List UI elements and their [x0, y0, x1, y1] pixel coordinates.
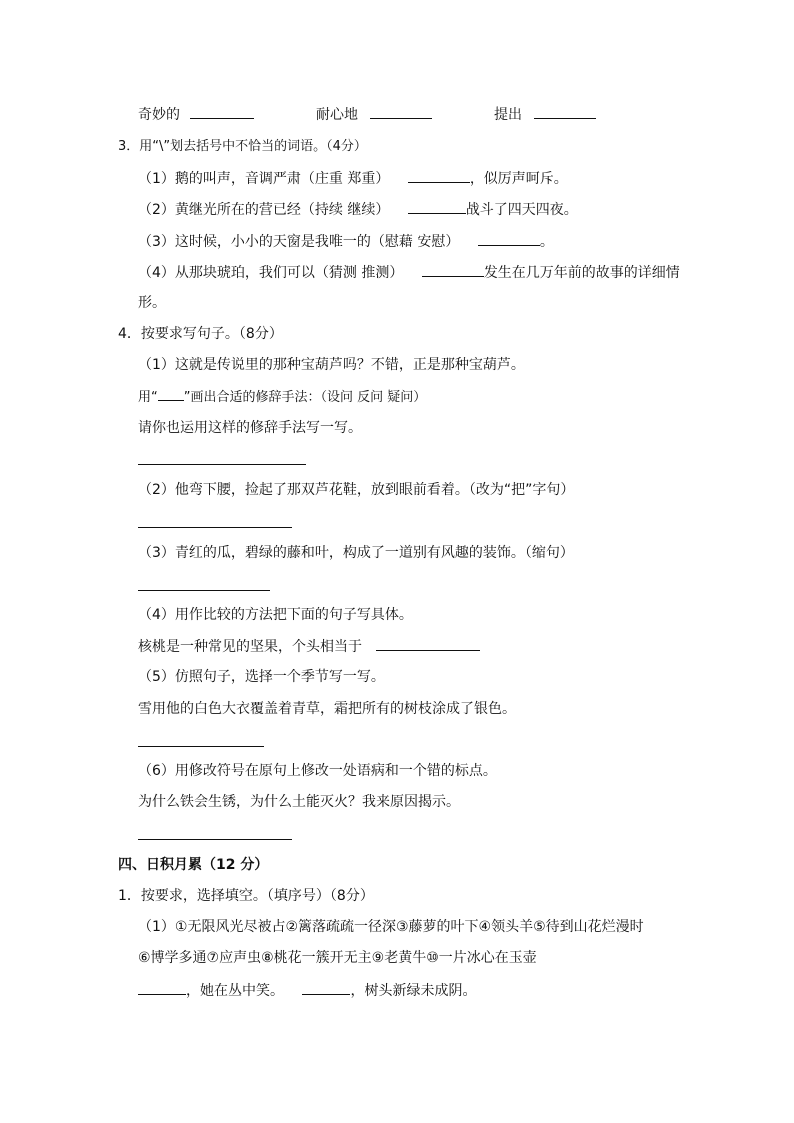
word-row-2 — [316, 104, 432, 125]
word-row-3 — [494, 104, 596, 125]
q4-s2: （2）他弯下腰，捡起了那双芦花鞋，放到眼前看着。（改为“把”字句） — [138, 482, 575, 498]
q4-title: 4．按要求写句子。（8分） — [118, 326, 283, 342]
q3-blank-3[interactable] — [478, 231, 540, 246]
blank-3[interactable] — [534, 104, 596, 119]
fill-blank-b[interactable] — [302, 980, 350, 995]
section-heading: 四、日积月累（12 分） — [118, 857, 269, 873]
q3-title: 3．用“\”划去括号中不恰当的词语。（4分） — [118, 139, 367, 154]
options-line-1: （1）①无限风光尽被占②篱落疏疏一径深③藤萝的叶下④领头羊⑤待到山花烂漫时 — [138, 919, 644, 935]
underline-sample — [158, 386, 184, 401]
q3-item-4-cont: 形。 — [138, 295, 166, 311]
word-2: 耐心地 — [316, 107, 358, 123]
q3-blank-2[interactable] — [408, 199, 466, 214]
q4-s6-line: 为什么铁会生锈，为什么土能灭火？我来原因揭示。 — [138, 794, 460, 810]
answer-line-5[interactable] — [138, 746, 264, 747]
fill-blank-a[interactable] — [138, 980, 186, 995]
q4-s5-line: 雪用他的白色大衣覆盖着青草，霜把所有的树枝涂成了银色。 — [138, 701, 516, 717]
word-3: 提出 — [494, 107, 522, 123]
s4-q1-title: 1．按要求，选择填空。（填序号）（8分） — [118, 888, 374, 904]
q3-blank-1[interactable] — [408, 168, 470, 183]
q4-s1-hint: 用“ ”画出合适的修辞手法：（设问 反问 疑问） — [138, 386, 426, 408]
q3-item-2: （2）黄继光所在的营已经（持续 继续） 战斗了四天四夜。 — [138, 199, 578, 220]
q4-s1: （1）这就是传说里的那种宝葫芦吗？不错，正是那种宝葫芦。 — [138, 357, 525, 373]
q4-s1-ask: 请你也运用这样的修辞手法写一写。 — [138, 420, 362, 436]
fill-line: ，她在丛中笑。 ，树头新绿未成阴。 — [138, 980, 476, 1001]
blank-2[interactable] — [370, 104, 432, 119]
q4-s4: （4）用作比较的方法把下面的句子写具体。 — [138, 607, 413, 623]
q4-s4-blank[interactable] — [376, 636, 480, 651]
answer-line-2[interactable] — [138, 527, 292, 528]
q4-s4-line: 核桃是一种常见的坚果，个头相当于 — [138, 636, 480, 657]
q4-s5: （5）仿照句子，选择一个季节写一写。 — [138, 669, 385, 685]
q3-blank-4[interactable] — [422, 262, 484, 277]
word-row — [138, 104, 254, 125]
q3-item-4: （4）从那块琥珀，我们可以（猜测 推测） 发生在几万年前的故事的详细情 — [138, 262, 680, 283]
q4-s6: （6）用修改符号在原句上修改一处语病和一个错的标点。 — [138, 763, 497, 779]
q3-item-1: （1）鹅的叫声，音调严肃（庄重 郑重） ，似厉声呵斥。 — [138, 168, 568, 189]
word-1: 奇妙的 — [138, 107, 180, 123]
blank-1[interactable] — [190, 104, 254, 119]
answer-line-6[interactable] — [138, 839, 292, 840]
answer-line-1[interactable] — [138, 464, 306, 465]
q4-s3: （3）青红的瓜，碧绿的藤和叶，构成了一道别有风趣的装饰。（缩句） — [138, 545, 574, 561]
answer-line-3[interactable] — [138, 590, 270, 591]
options-line-2: ⑥博学多通⑦应声虫⑧桃花一簇开无主⑨老黄牛⑩一片冰心在玉壶 — [138, 950, 537, 966]
q3-item-3: （3）这时候，小小的天窗是我唯一的（慰藉 安慰） 。 — [138, 231, 554, 252]
